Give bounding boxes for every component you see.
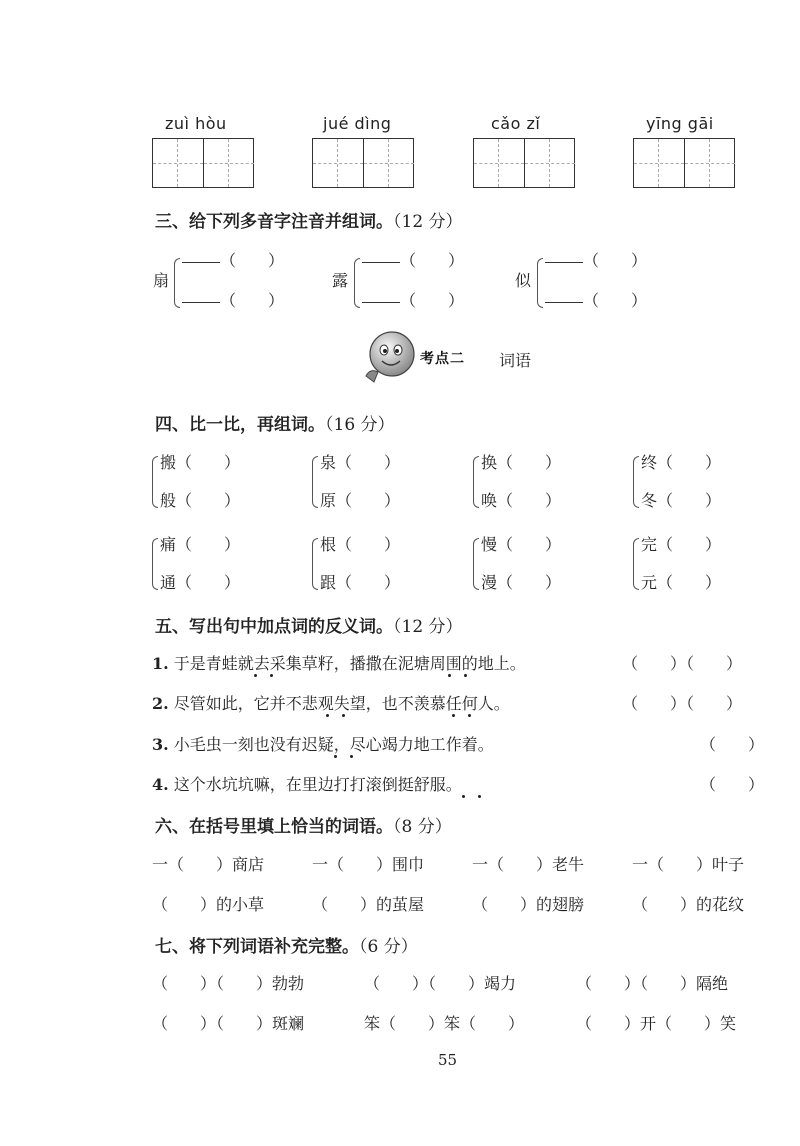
blank-row[interactable]: （ ） (362, 248, 464, 271)
page-number: 55 (438, 1051, 458, 1069)
brace-icon (152, 456, 158, 508)
compare-item[interactable]: 元（ ） (641, 573, 722, 592)
brace-icon (312, 456, 318, 508)
sentence-3: 3. 小毛虫一刻也没有迟疑，尽心竭力地工作着。 (152, 735, 494, 754)
fill-item[interactable]: 一（ ）叶子 (632, 855, 745, 874)
fill-item[interactable]: （ ）的茧屋 (312, 895, 425, 914)
blank-row[interactable]: （ ） (545, 288, 647, 311)
section-4-title: 四、比一比，再组词。（16 分） (155, 415, 395, 435)
brace-icon (473, 456, 479, 508)
brace-icon (633, 538, 639, 590)
idiom-item[interactable]: （ ）（ ）斑斓 (152, 1014, 305, 1033)
idiom-item[interactable]: （ ）（ ）竭力 (364, 974, 517, 993)
answer-blank[interactable]: （ ） (700, 775, 765, 794)
brace-icon (174, 258, 180, 308)
compare-item[interactable]: 唤（ ） (481, 491, 562, 510)
polyphone-char: 露 (332, 271, 349, 290)
pinyin-label-1: zuì hòu (165, 114, 227, 133)
banner-label: 词语 (499, 351, 532, 370)
brace-icon (354, 258, 360, 308)
emphasis-dot (468, 714, 471, 717)
idiom-item[interactable]: （ ）开（ ）笑 (576, 1014, 737, 1033)
section-7-title: 七、将下列词语补充完整。（6 分） (155, 937, 418, 957)
compare-item[interactable]: 般（ ） (160, 491, 241, 510)
emphasis-dot (478, 795, 481, 798)
compare-item[interactable]: 慢（ ） (481, 535, 562, 554)
brace-icon (537, 258, 543, 308)
emphasis-dot (464, 674, 467, 677)
compare-item[interactable]: 跟（ ） (320, 573, 401, 592)
writing-grid[interactable] (152, 138, 254, 188)
fill-item[interactable]: 一（ ）商店 (152, 855, 265, 874)
emphasis-dot (448, 674, 451, 677)
compare-item[interactable]: 搬（ ） (160, 453, 241, 472)
fill-item[interactable]: 一（ ）围巾 (312, 855, 425, 874)
blank-row[interactable]: （ ） (182, 288, 284, 311)
emphasis-dot (334, 755, 337, 758)
writing-grid[interactable] (312, 138, 414, 188)
pinyin-label-3: cǎo zǐ (491, 114, 541, 133)
compare-item[interactable]: 漫（ ） (481, 573, 562, 592)
emphasis-dot (350, 755, 353, 758)
answer-blank[interactable]: （ ） (700, 735, 765, 754)
banner-badge: 考点二 (420, 351, 465, 367)
fill-item[interactable]: （ ）的翅膀 (472, 895, 585, 914)
idiom-item[interactable]: 笨（ ）笨（ ） (364, 1014, 525, 1033)
writing-grid[interactable] (473, 138, 575, 188)
compare-item[interactable]: 泉（ ） (320, 453, 401, 472)
polyphone-char: 似 (515, 271, 532, 290)
section-3-title: 三、给下列多音字注音并组词。（12 分） (155, 212, 463, 232)
emphasis-dot (270, 674, 273, 677)
compare-item[interactable]: 冬（ ） (641, 491, 722, 510)
brace-icon (473, 538, 479, 590)
fill-item[interactable]: （ ）的小草 (152, 895, 265, 914)
pinyin-label-4: yīng gāi (646, 114, 714, 133)
brace-icon (152, 538, 158, 590)
compare-item[interactable]: 原（ ） (320, 491, 401, 510)
writing-grid[interactable] (633, 138, 735, 188)
blank-row[interactable]: （ ） (362, 288, 464, 311)
brace-icon (633, 456, 639, 508)
compare-item[interactable]: 换（ ） (481, 453, 562, 472)
sentence-1: 1. 于是青蛙就去采集草籽，播撒在泥塘周围的地上。 (152, 654, 526, 673)
section-6-title: 六、在括号里填上恰当的词语。（8 分） (155, 817, 452, 837)
answer-blank[interactable]: （ ）（ ） (622, 694, 743, 713)
idiom-item[interactable]: （ ）（ ）勃勃 (152, 974, 305, 993)
blank-row[interactable]: （ ） (182, 248, 284, 271)
compare-item[interactable]: 终（ ） (641, 453, 722, 472)
pinyin-label-2: jué dìng (323, 114, 392, 133)
fill-item[interactable]: 一（ ）老牛 (472, 855, 585, 874)
compare-item[interactable]: 根（ ） (320, 535, 401, 554)
compare-item[interactable]: 完（ ） (641, 535, 722, 554)
compare-item[interactable]: 痛（ ） (160, 535, 241, 554)
emphasis-dot (342, 714, 345, 717)
brace-icon (312, 538, 318, 590)
compare-item[interactable]: 通（ ） (160, 573, 241, 592)
emphasis-dot (326, 714, 329, 717)
sentence-2: 2. 尽管如此，它并不悲观失望，也不羡慕任何人。 (152, 694, 510, 713)
emphasis-dot (254, 674, 257, 677)
answer-blank[interactable]: （ ）（ ） (622, 654, 743, 673)
idiom-item[interactable]: （ ）（ ）隔绝 (576, 974, 729, 993)
blank-row[interactable]: （ ） (545, 248, 647, 271)
polyphone-char: 扇 (153, 271, 170, 290)
section-5-title: 五、写出句中加点词的反义词。（12 分） (155, 617, 463, 637)
smiley-mascot-icon (360, 328, 420, 388)
fill-item[interactable]: （ ）的花纹 (632, 895, 745, 914)
emphasis-dot (452, 714, 455, 717)
emphasis-dot (462, 795, 465, 798)
sentence-4: 4. 这个水坑坑嘛，在里边打打滚倒挺舒服。 (152, 775, 462, 794)
